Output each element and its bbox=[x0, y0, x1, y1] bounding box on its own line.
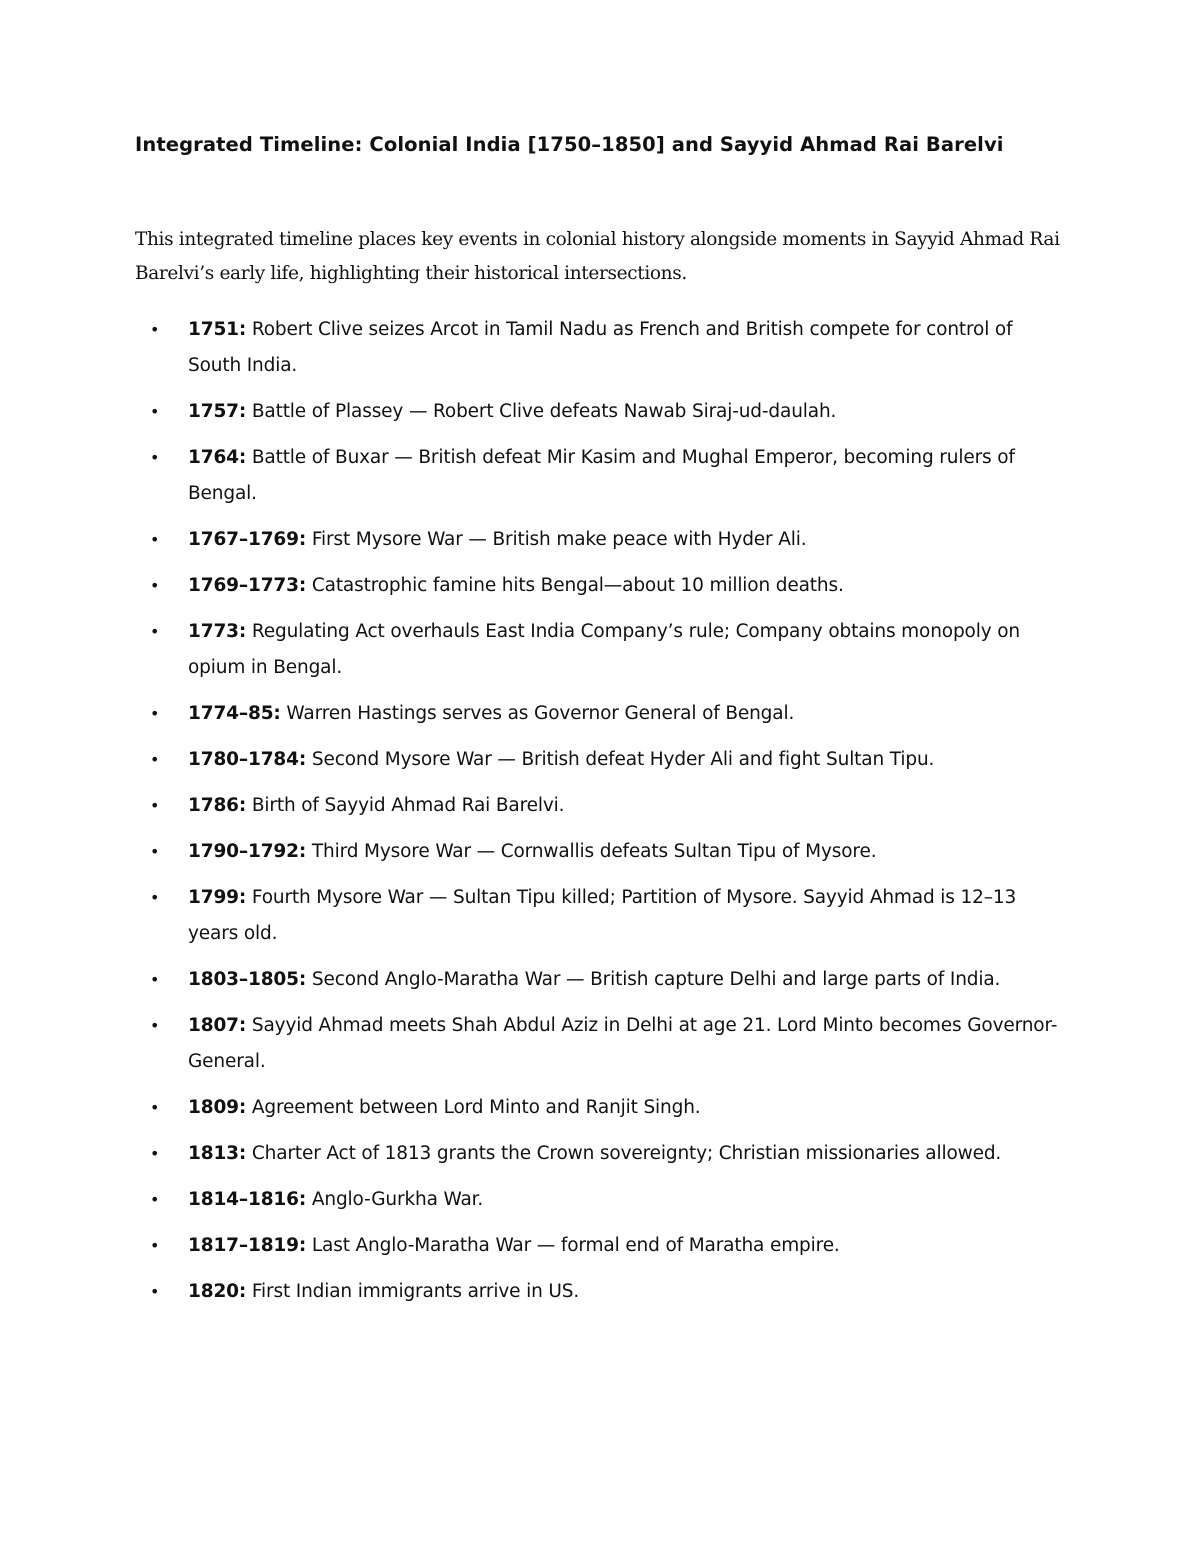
bullet-icon: • bbox=[150, 622, 160, 641]
event-text: Catastrophic famine hits Bengal—about 10 million deaths. bbox=[306, 575, 844, 596]
event-text: Battle of Plassey — Robert Clive defeats Nawab Siraj-ud-daulah. bbox=[246, 401, 837, 422]
timeline-item bbox=[135, 696, 1070, 732]
event-year: 1757: bbox=[188, 401, 247, 422]
bullet-icon: • bbox=[150, 1016, 160, 1035]
bullet-icon: • bbox=[150, 1144, 160, 1163]
event-text: Last Anglo-Maratha War — formal end of Maratha empire. bbox=[306, 1235, 840, 1256]
event-year: 1790–1792: bbox=[188, 841, 307, 862]
event-text: First Mysore War — British make peace with Hyder Ali. bbox=[306, 529, 807, 550]
event-text: Battle of Buxar — British defeat Mir Kasim and Mughal Emperor, becoming rulers of Bengal. bbox=[188, 447, 1015, 504]
timeline-item bbox=[135, 394, 1070, 430]
event-year: 1773: bbox=[188, 621, 247, 642]
bullet-icon: • bbox=[150, 888, 160, 907]
event-year: 1769–1773: bbox=[188, 575, 307, 596]
event-text: Third Mysore War — Cornwallis defeats Sultan Tipu of Mysore. bbox=[306, 841, 877, 862]
timeline-item bbox=[135, 962, 1070, 998]
event-year: 1807: bbox=[188, 1015, 247, 1036]
timeline-item bbox=[135, 1136, 1070, 1172]
bullet-icon: • bbox=[150, 1236, 160, 1255]
event-text: Charter Act of 1813 grants the Crown sovereignty; Christian missionaries allowed. bbox=[246, 1143, 1002, 1164]
bullet-icon: • bbox=[150, 530, 160, 549]
event-text: Regulating Act overhauls East India Company’s rule; Company obtains monopoly on opium in Bengal. bbox=[188, 621, 1020, 678]
timeline-item bbox=[135, 522, 1070, 558]
bullet-icon: • bbox=[150, 1098, 160, 1117]
bullet-icon: • bbox=[150, 320, 160, 339]
bullet-icon: • bbox=[150, 796, 160, 815]
event-year: 1751: bbox=[188, 319, 247, 340]
bullet-icon: • bbox=[150, 1282, 160, 1301]
event-year: 1780–1784: bbox=[188, 749, 307, 770]
bullet-icon: • bbox=[150, 576, 160, 595]
event-year: 1799: bbox=[188, 887, 247, 908]
bullet-icon: • bbox=[150, 750, 160, 769]
event-text: Fourth Mysore War — Sultan Tipu killed; Partition of Mysore. Sayyid Ahmad is 12–13 years old. bbox=[188, 887, 1017, 944]
event-text: Second Mysore War — British defeat Hyder Ali and fight Sultan Tipu. bbox=[306, 749, 935, 770]
timeline-item bbox=[135, 312, 1070, 384]
event-year: 1820: bbox=[188, 1281, 247, 1302]
timeline-item bbox=[135, 880, 1070, 952]
bullet-icon: • bbox=[150, 402, 160, 421]
event-year: 1817–1819: bbox=[188, 1235, 307, 1256]
timeline-item bbox=[135, 834, 1070, 870]
intro-paragraph: This integrated timeline places key events in colonial history alongside moments in Sayyid Ahmad Rai Barelvi’s early life, highlighting their historical intersections. bbox=[135, 229, 1060, 284]
bullet-icon: • bbox=[150, 842, 160, 861]
bullet-icon: • bbox=[150, 704, 160, 723]
event-year: 1803–1805: bbox=[188, 969, 307, 990]
event-text: Second Anglo-Maratha War — British capture Delhi and large parts of India. bbox=[306, 969, 1001, 990]
timeline-item bbox=[135, 1182, 1070, 1218]
event-year: 1814–1816: bbox=[188, 1189, 307, 1210]
event-year: 1764: bbox=[188, 447, 247, 468]
timeline-item bbox=[135, 440, 1070, 512]
event-year: 1809: bbox=[188, 1097, 247, 1118]
timeline-item bbox=[135, 1274, 1070, 1310]
event-year: 1774–85: bbox=[188, 703, 281, 724]
timeline-item bbox=[135, 568, 1070, 604]
timeline-item bbox=[135, 614, 1070, 686]
event-text: Sayyid Ahmad meets Shah Abdul Aziz in Delhi at age 21. Lord Minto becomes Governor-General. bbox=[188, 1015, 1058, 1072]
event-text: Agreement between Lord Minto and Ranjit Singh. bbox=[246, 1097, 701, 1118]
timeline-list bbox=[135, 312, 1070, 1320]
event-text: Warren Hastings serves as Governor General of Bengal. bbox=[280, 703, 795, 724]
bullet-icon: • bbox=[150, 448, 160, 467]
document-title: Integrated Timeline: Colonial India [1750–1850] and Sayyid Ahmad Rai Barelvi bbox=[135, 133, 1004, 156]
event-text: Anglo-Gurkha War. bbox=[306, 1189, 484, 1210]
event-text: First Indian immigrants arrive in US. bbox=[246, 1281, 580, 1302]
event-year: 1786: bbox=[188, 795, 247, 816]
timeline-item bbox=[135, 1228, 1070, 1264]
event-text: Robert Clive seizes Arcot in Tamil Nadu as French and British compete for control of South India. bbox=[188, 319, 1013, 376]
event-year: 1767–1769: bbox=[188, 529, 307, 550]
event-text: Birth of Sayyid Ahmad Rai Barelvi. bbox=[246, 795, 565, 816]
event-year: 1813: bbox=[188, 1143, 247, 1164]
bullet-icon: • bbox=[150, 1190, 160, 1209]
bullet-icon: • bbox=[150, 970, 160, 989]
timeline-item bbox=[135, 1090, 1070, 1126]
timeline-item bbox=[135, 788, 1070, 824]
timeline-item bbox=[135, 1008, 1070, 1080]
timeline-item bbox=[135, 742, 1070, 778]
